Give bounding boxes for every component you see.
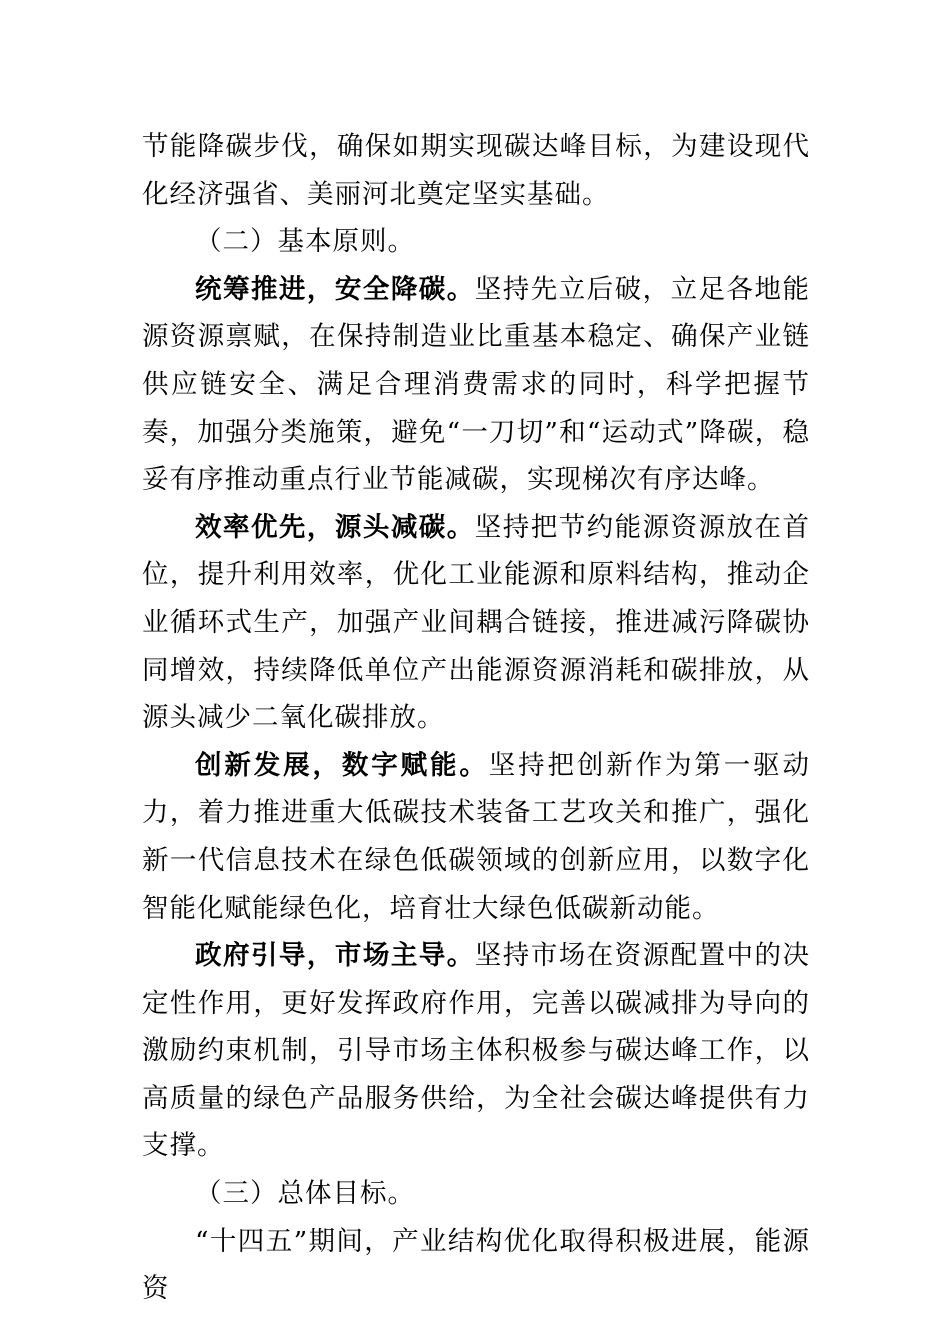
- paragraph-goals: [142, 1218, 810, 1313]
- section-heading-overall-goals: [142, 1170, 810, 1218]
- paragraph-intro-continuation: [142, 123, 810, 218]
- paragraph-principle-4: [142, 932, 810, 1170]
- paragraph-text: 坚持把节约能源资源放在首位，提升利用效率，优化工业能源和原料结构，推动企业循环式生产，加强产业间耦合链接，推进减污降碳协同增效，持续降低单位产出能源资源消耗和碳排放，从源头减少二氧化碳排放。: [142, 511, 811, 734]
- principle-lead: 统筹推进，安全降碳。: [195, 273, 475, 305]
- principle-lead: 政府引导，市场主导。: [195, 940, 475, 972]
- paragraph-principle-2: [142, 504, 810, 742]
- paragraph-principle-1: [142, 266, 810, 504]
- paragraph-text: 节能降碳步伐，确保如期实现碳达峰目标，为建设现代化经济强省、美丽河北奠定坚实基础。: [142, 131, 810, 210]
- paragraph-text: “十四五”期间，产业结构优化取得积极进展，能源资: [142, 1225, 810, 1305]
- paragraph-text: 坚持先立后破，立足各地能源资源禀赋，在保持制造业比重基本稳定、确保产业链供应链安全、满足合理消费需求的同时，科学把握节奏，加强分类施策，避免“一刀切”和“运动式”降碳，稳妥有序推动重点行业节能减碳，实现梯次有序达峰。: [142, 273, 811, 496]
- paragraph-text: 坚持把创新作为第一驱动力，着力推进重大低碳技术装备工艺攻关和推广，强化新一代信息技术在绿色低碳领域的创新应用，以数字化智能化赋能绿色化，培育壮大绿色低碳新动能。: [142, 749, 810, 924]
- paragraph-text: 坚持市场在资源配置中的决定性作用，更好发挥政府作用，完善以碳减排为导向的激励约束机制，引导市场主体积极参与碳达峰工作，以高质量的绿色产品服务供给，为全社会碳达峰提供有力支撑。: [142, 940, 811, 1162]
- heading-text: （二）基本原则。: [195, 226, 415, 258]
- section-heading-basic-principles: [142, 218, 810, 266]
- heading-text: （三）总体目标。: [195, 1178, 415, 1210]
- principle-lead: 效率优先，源头减碳。: [195, 511, 475, 543]
- document-page: [142, 123, 810, 1313]
- principle-lead: 创新发展，数字赋能。: [195, 749, 489, 781]
- paragraph-principle-3: [142, 742, 810, 932]
